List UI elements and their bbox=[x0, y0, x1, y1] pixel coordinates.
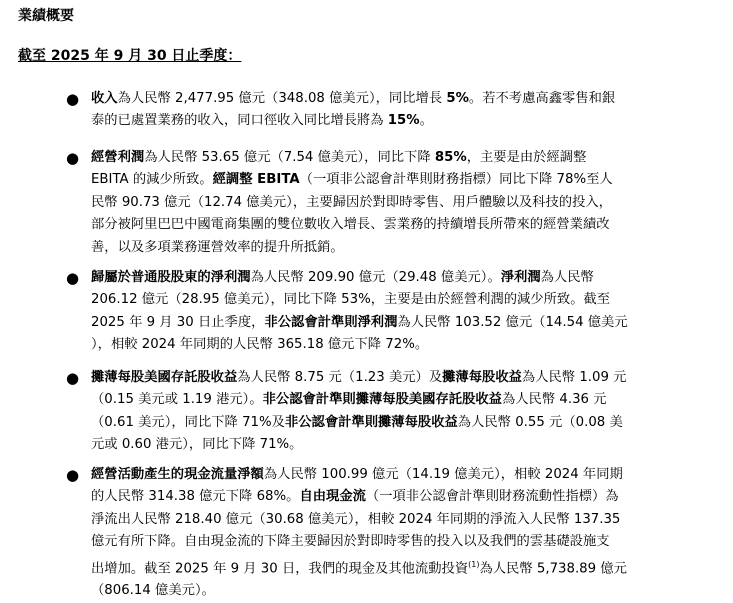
paragraph-line bbox=[91, 509, 717, 531]
footnote-marker: (1) bbox=[468, 559, 480, 569]
text-segment: 億元有所下降。自由現金流的下降主要歸因於對即時零售的投入以及我們的雲基礎設施支 bbox=[91, 534, 610, 550]
bold-text-segment: 攤薄每股收益 bbox=[442, 370, 522, 385]
paragraph-line bbox=[91, 267, 717, 289]
bold-text-segment: 85% bbox=[434, 150, 467, 165]
text-segment: （0.15 美元或 1.19 港元）。 bbox=[91, 392, 263, 408]
paragraph-operating-income bbox=[91, 147, 717, 259]
text-segment: 為人民幣 103.52 億元（14.54 億美元 bbox=[397, 314, 628, 330]
text-segment: 出增加。截至 2025 年 9 月 30 日，我們的現金及其他流動投資 bbox=[91, 561, 469, 577]
text-segment: （0.61 美元），同比下降 71%及 bbox=[91, 414, 285, 430]
text-segment: 為人民幣 2,477.95 億元（348.08 億美元），同比增長 bbox=[117, 91, 447, 106]
paragraph-line bbox=[91, 531, 717, 553]
paragraph-line bbox=[91, 289, 717, 311]
text-segment: ，主要是由於經調整 bbox=[466, 150, 587, 165]
text-segment: 為人民幣 1.09 元 bbox=[521, 370, 627, 385]
text-segment: 泰的已處置業務的收入，同口徑收入同比增長將為 bbox=[91, 113, 388, 129]
paragraph-line bbox=[91, 389, 717, 411]
paragraph-line bbox=[91, 580, 717, 602]
bold-text-segment: 非公認會計準則攤薄每股美國存託股收益 bbox=[262, 392, 502, 408]
text-segment: 為人民幣 53.65 億元（7.54 億美元），同比下降 bbox=[144, 150, 435, 165]
bold-text-segment: 經營活動產生的現金流量淨額 bbox=[91, 467, 264, 482]
bold-text-segment: 淨利潤 bbox=[500, 270, 541, 285]
text-segment: （一項非公認會計準則財務流動性指標）為 bbox=[365, 489, 619, 505]
text-segment: 為人民幣 5,738.89 億元 bbox=[479, 561, 627, 577]
bullet-icon: ● bbox=[66, 466, 80, 484]
bullet-icon: ● bbox=[66, 269, 80, 287]
text-segment: 元或 0.60 港元），同比下降 71%。 bbox=[91, 437, 303, 453]
paragraph-line bbox=[91, 367, 717, 389]
paragraph-revenue bbox=[91, 88, 717, 133]
bold-text-segment: 歸屬於普通股股東的淨利潤 bbox=[91, 270, 251, 285]
paragraph-line bbox=[91, 434, 717, 456]
text-segment: 民幣 90.73 億元（12.74 億美元），主要歸因於對即時零售、用戶體驗以及科技的投入， bbox=[91, 194, 612, 210]
paragraph-line bbox=[91, 334, 717, 356]
paragraph-line bbox=[91, 88, 717, 110]
paragraph-line bbox=[91, 169, 717, 191]
text-segment: 為人民幣 4.36 元 bbox=[501, 392, 607, 408]
text-segment: 為人民幣 bbox=[540, 270, 594, 285]
paragraph-line bbox=[91, 110, 717, 132]
text-segment: 。若不考慮高鑫零售和銀 bbox=[468, 91, 616, 106]
section-title: 業績概要 bbox=[18, 8, 74, 24]
text-segment: 淨流出人民幣 218.40 億元（30.68 億美元），相較 2024 年同期的淨流入人民幣 137.35 bbox=[91, 511, 621, 527]
paragraph-line bbox=[91, 312, 717, 334]
paragraph-line bbox=[91, 486, 717, 508]
period-heading: 截至 2025 年 9 月 30 日止季度： bbox=[18, 48, 242, 64]
bullet-icon: ● bbox=[66, 149, 80, 167]
text-segment: 善，以及多項業務運營效率的提升所抵銷。 bbox=[91, 239, 344, 255]
paragraph-line bbox=[91, 412, 717, 434]
text-segment: （一項非公認會計準則財務指標）同比下降 78%至人 bbox=[299, 172, 613, 188]
bullet-icon: ● bbox=[66, 369, 80, 387]
text-segment: 的人民幣 314.38 億元下降 68%。 bbox=[91, 489, 300, 505]
paragraph-line bbox=[91, 147, 717, 169]
bullet-icon: ● bbox=[66, 90, 80, 108]
paragraph-line bbox=[91, 214, 717, 236]
bold-text-segment: 自由現金流 bbox=[299, 489, 366, 505]
text-segment: 為人民幣 100.99 億元（14.19 億美元），相較 2024 年同期 bbox=[263, 467, 623, 482]
paragraph-eps bbox=[91, 367, 717, 457]
paragraph-line bbox=[91, 192, 717, 214]
text-segment: EBITA 的減少所致。 bbox=[91, 172, 213, 188]
bold-text-segment: 經調整 EBITA bbox=[212, 172, 300, 188]
text-segment: 為人民幣 8.75 元（1.23 美元）及 bbox=[237, 370, 443, 385]
bold-text-segment: 非公認會計準則攤薄每股收益 bbox=[284, 414, 458, 430]
bold-text-segment: 攤薄每股美國存託股收益 bbox=[91, 370, 238, 385]
text-segment: 2025 年 9 月 30 日止季度， bbox=[91, 314, 265, 330]
text-segment: ），相較 2024 年同期的人民幣 365.18 億元下降 72%。 bbox=[91, 337, 429, 353]
paragraph-net-income bbox=[91, 267, 717, 357]
paragraph-line bbox=[91, 464, 717, 486]
bold-text-segment: 收入 bbox=[91, 91, 118, 106]
bold-text-segment: 5% bbox=[446, 91, 469, 106]
bold-text-segment: 15% bbox=[387, 113, 420, 129]
text-segment: 為人民幣 209.90 億元（29.48 億美元）。 bbox=[250, 270, 501, 285]
text-segment: 。 bbox=[419, 113, 433, 129]
paragraph-cash-flow bbox=[91, 464, 717, 603]
paragraph-line bbox=[91, 237, 717, 259]
bold-text-segment: 經營利潤 bbox=[91, 150, 145, 165]
text-segment: 為人民幣 0.55 元（0.08 美 bbox=[457, 414, 623, 430]
text-segment: （806.14 億美元）。 bbox=[91, 583, 215, 599]
paragraph-line bbox=[91, 554, 717, 581]
bold-text-segment: 非公認會計準則淨利潤 bbox=[264, 314, 398, 330]
text-segment: 部分被阿里巴巴中國電商集團的雙位數收入增長、雲業務的持續增長所帶來的經營業績改 bbox=[91, 217, 610, 233]
text-segment: 206.12 億元（28.95 億美元），同比下降 53%，主要是由於經營利潤的減少所致。截至 bbox=[91, 292, 611, 308]
